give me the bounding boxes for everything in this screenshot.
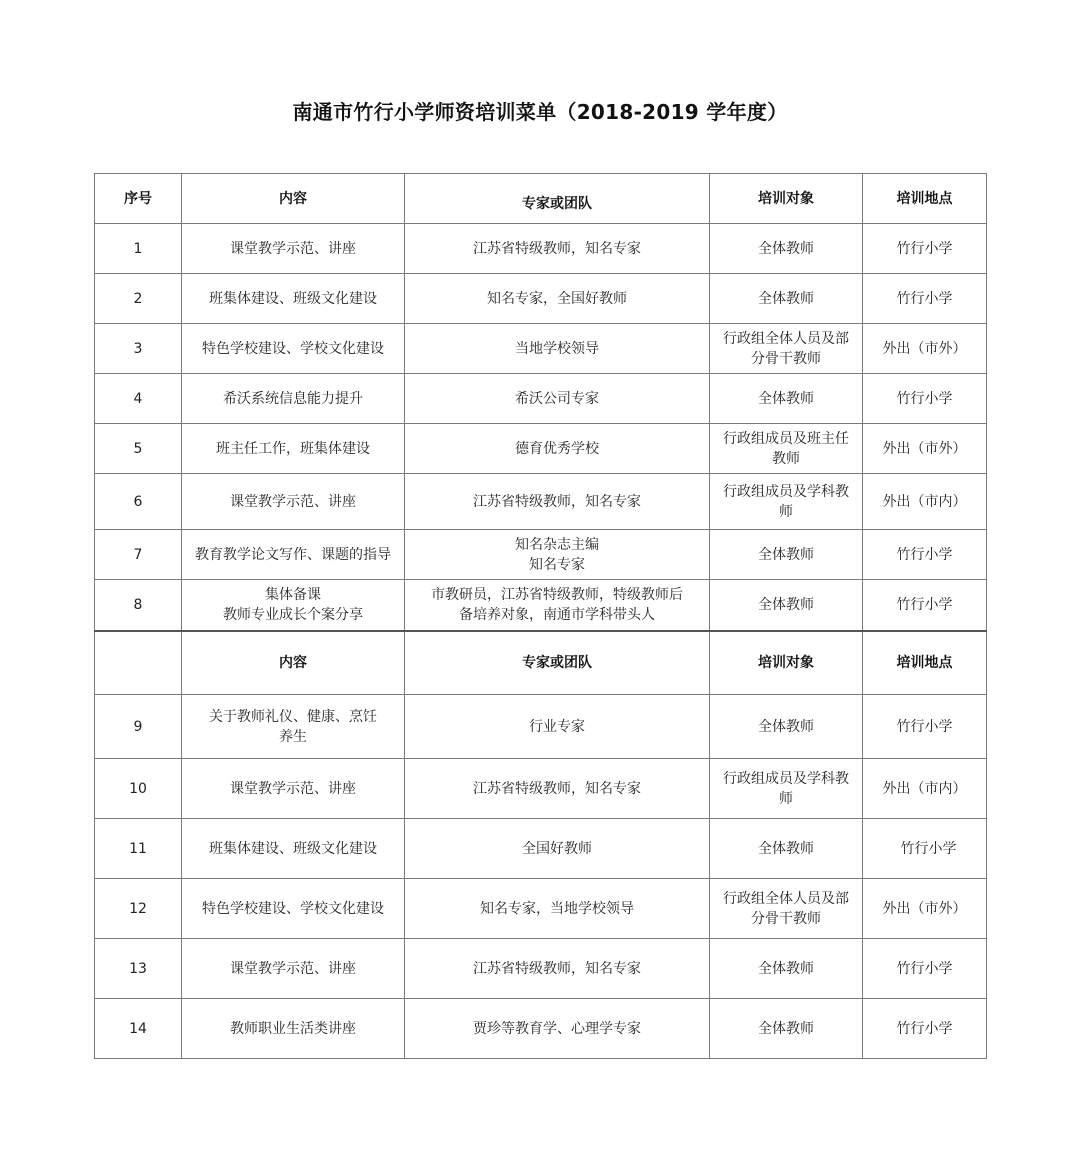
row-audience (710, 695, 863, 759)
row-location: 竹行小学 (863, 695, 987, 759)
row-content-line: 课堂教学示范、讲座 (230, 780, 356, 797)
row-audience-line: 全体教师 (758, 1020, 814, 1037)
header-index-2 (95, 631, 182, 695)
row-audience-line: 分骨干教师 (751, 910, 821, 927)
row-audience (710, 879, 863, 939)
row-expert-line: 市教研员，江苏省特级教师，特级教师后 (431, 586, 683, 603)
row-expert-line: 知名专家，全国好教师 (487, 290, 627, 307)
row-content-line: 关于教师礼仪、健康、烹饪 (209, 708, 377, 725)
row-location: 外出（市外） (863, 324, 987, 374)
row-expert (405, 879, 710, 939)
row-expert (405, 695, 710, 759)
row-index: 2 (95, 274, 182, 324)
row-location: 外出（市内） (863, 759, 987, 819)
row-audience (710, 324, 863, 374)
row-expert (405, 939, 710, 999)
row-expert-line: 江苏省特级教师，知名专家 (473, 240, 641, 257)
header-content-2: 内容 (182, 631, 405, 695)
row-audience-line: 教师 (772, 450, 800, 467)
document-title: 南通市竹行小学师资培训菜单（2018-2019 学年度） (292, 100, 788, 124)
table-header-row (95, 174, 987, 224)
row-expert-line: 行业专家 (529, 718, 585, 735)
row-content (182, 939, 405, 999)
row-audience-line: 行政组全体人员及部 (723, 330, 849, 347)
row-audience-line: 全体教师 (758, 840, 814, 857)
header-expert-2: 专家或团队 (405, 631, 710, 695)
row-expert (405, 324, 710, 374)
table-row (95, 999, 987, 1059)
row-index: 3 (95, 324, 182, 374)
row-index: 1 (95, 224, 182, 274)
row-audience (710, 374, 863, 424)
row-audience-line: 行政组成员及学科教 (723, 770, 849, 787)
table-row (95, 695, 987, 759)
header-audience: 培训对象 (710, 174, 863, 224)
row-expert (405, 999, 710, 1059)
header-location-2: 培训地点 (863, 631, 987, 695)
row-audience-line: 师 (779, 503, 793, 520)
table-row (95, 939, 987, 999)
row-expert (405, 424, 710, 474)
row-expert (405, 224, 710, 274)
row-location: 竹行小学 (863, 819, 987, 879)
row-location: 外出（市内） (863, 474, 987, 530)
row-content (182, 224, 405, 274)
row-content (182, 374, 405, 424)
row-content-line: 课堂教学示范、讲座 (230, 960, 356, 977)
row-expert-line: 知名专家，当地学校领导 (480, 900, 634, 917)
row-location: 外出（市外） (863, 879, 987, 939)
row-index: 5 (95, 424, 182, 474)
row-content (182, 695, 405, 759)
row-content-line: 集体备课 (265, 586, 321, 603)
row-location: 竹行小学 (863, 580, 987, 631)
row-location: 竹行小学 (863, 224, 987, 274)
row-location: 竹行小学 (863, 274, 987, 324)
header-location: 培训地点 (863, 174, 987, 224)
row-location: 竹行小学 (863, 374, 987, 424)
row-content-line: 教育教学论文写作、课题的指导 (195, 546, 391, 563)
row-audience-line: 全体教师 (758, 240, 814, 257)
row-expert-line: 知名杂志主编 (515, 536, 599, 553)
row-content (182, 819, 405, 879)
row-content-line: 教师职业生活类讲座 (230, 1020, 356, 1037)
row-content-line: 班集体建设、班级文化建设 (209, 840, 377, 857)
row-audience-line: 全体教师 (758, 290, 814, 307)
row-content (182, 474, 405, 530)
row-audience (710, 224, 863, 274)
row-content (182, 530, 405, 580)
row-expert-line: 贾珍等教育学、心理学专家 (473, 1020, 641, 1037)
row-expert-line: 备培养对象，南通市学科带头人 (459, 606, 655, 623)
row-expert (405, 819, 710, 879)
row-index: 13 (95, 939, 182, 999)
table-row (95, 530, 987, 580)
row-audience (710, 424, 863, 474)
row-audience (710, 474, 863, 530)
row-expert (405, 474, 710, 530)
table-row (95, 424, 987, 474)
row-expert-line: 江苏省特级教师，知名专家 (473, 780, 641, 797)
row-audience-line: 全体教师 (758, 390, 814, 407)
row-expert-line: 江苏省特级教师，知名专家 (473, 493, 641, 510)
row-location: 竹行小学 (863, 999, 987, 1059)
row-content-line: 希沃系统信息能力提升 (223, 390, 363, 407)
row-index: 4 (95, 374, 182, 424)
header-audience-2: 培训对象 (710, 631, 863, 695)
header-content: 内容 (182, 174, 405, 224)
row-index: 10 (95, 759, 182, 819)
row-expert (405, 274, 710, 324)
row-audience (710, 939, 863, 999)
header-index: 序号 (95, 174, 182, 224)
row-audience (710, 759, 863, 819)
row-audience-line: 全体教师 (758, 546, 814, 563)
row-expert-line: 当地学校领导 (515, 340, 599, 357)
row-location: 竹行小学 (863, 939, 987, 999)
row-location: 竹行小学 (863, 530, 987, 580)
row-index: 11 (95, 819, 182, 879)
row-audience-line: 行政组成员及班主任 (723, 430, 849, 447)
row-expert-line: 全国好教师 (522, 840, 592, 857)
row-index: 8 (95, 580, 182, 631)
row-audience-line: 全体教师 (758, 718, 814, 735)
row-audience-line: 全体教师 (758, 960, 814, 977)
row-expert-line: 希沃公司专家 (515, 390, 599, 407)
table-row (95, 374, 987, 424)
row-content (182, 759, 405, 819)
table-row (95, 324, 987, 374)
row-expert (405, 759, 710, 819)
table-row (95, 474, 987, 530)
row-audience-line: 师 (779, 790, 793, 807)
table-row (95, 879, 987, 939)
row-content-line: 特色学校建设、学校文化建设 (202, 340, 384, 357)
table-row (95, 759, 987, 819)
table-row (95, 274, 987, 324)
row-expert (405, 374, 710, 424)
row-content-line: 特色学校建设、学校文化建设 (202, 900, 384, 917)
row-index: 6 (95, 474, 182, 530)
row-index: 7 (95, 530, 182, 580)
row-content-line: 课堂教学示范、讲座 (230, 493, 356, 510)
row-audience (710, 530, 863, 580)
row-expert-line: 江苏省特级教师，知名专家 (473, 960, 641, 977)
row-content-line: 教师专业成长个案分享 (223, 606, 363, 623)
row-content (182, 424, 405, 474)
row-content-line: 班主任工作，班集体建设 (216, 440, 370, 457)
row-audience-line: 分骨干教师 (751, 350, 821, 367)
row-index: 14 (95, 999, 182, 1059)
row-content (182, 274, 405, 324)
table-header-row-2 (95, 631, 987, 695)
row-index: 12 (95, 879, 182, 939)
row-expert-line: 知名专家 (529, 556, 585, 573)
row-index: 9 (95, 695, 182, 759)
row-audience-line: 行政组成员及学科教 (723, 483, 849, 500)
row-audience-line: 全体教师 (758, 596, 814, 613)
row-content-line: 养生 (279, 728, 307, 745)
row-location: 外出（市外） (863, 424, 987, 474)
table-row (95, 819, 987, 879)
row-expert (405, 580, 710, 631)
row-expert-line: 德育优秀学校 (515, 440, 599, 457)
row-audience-line: 行政组全体人员及部 (723, 890, 849, 907)
training-menu-table (94, 173, 987, 1059)
header-expert: 专家或团队 (405, 174, 710, 224)
row-audience (710, 819, 863, 879)
row-content (182, 580, 405, 631)
row-expert (405, 530, 710, 580)
row-audience (710, 580, 863, 631)
row-content-line: 班集体建设、班级文化建设 (209, 290, 377, 307)
table-row (95, 224, 987, 274)
row-content (182, 999, 405, 1059)
row-content-line: 课堂教学示范、讲座 (230, 240, 356, 257)
row-content (182, 324, 405, 374)
table-row (95, 580, 987, 631)
row-content (182, 879, 405, 939)
row-audience (710, 274, 863, 324)
row-audience (710, 999, 863, 1059)
